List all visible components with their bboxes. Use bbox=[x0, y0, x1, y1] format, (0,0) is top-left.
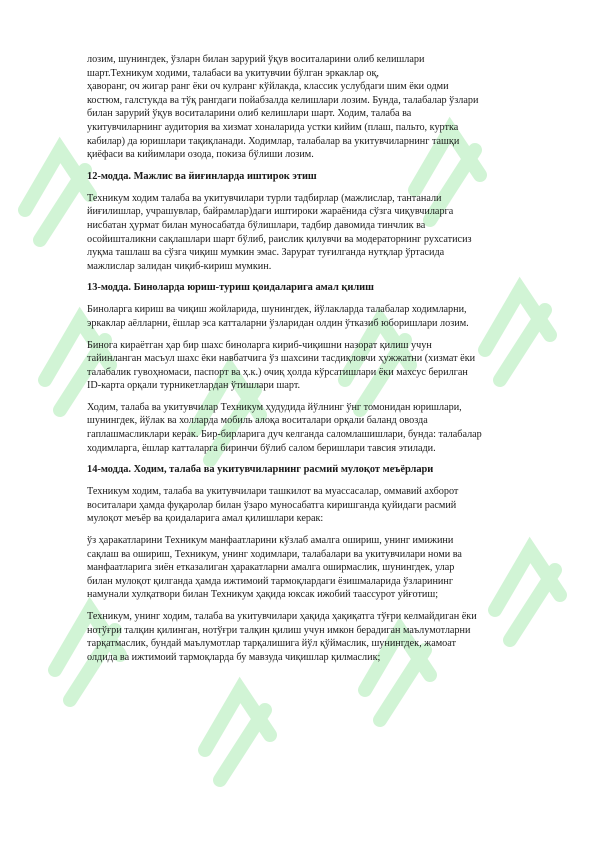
paragraph-line: мулоқот меъёр ва қоидаларига амал қилишлари керак: bbox=[87, 513, 324, 525]
paragraph-line: намунали хулқатвори билан Техникум ҳақида юксак ижобий таассурот уйғотиш; bbox=[87, 589, 439, 601]
watermark-stroke bbox=[25, 150, 90, 240]
paragraph-line: шунингдек, йўлак ва холларда мобиль алоқа воситалари орқали баланд овозда bbox=[87, 415, 428, 427]
watermark-stroke bbox=[205, 690, 270, 780]
paragraph-line: ID-карта орқали турникетлардан ўтишлари шарт. bbox=[87, 380, 301, 392]
paragraph-line: костюм, галстукда ва тўқ рангдаги пойабзалда келишлари лозим. Бунда, талабалар ўзлари bbox=[87, 94, 479, 106]
paragraph-line: эркаклар аёлларни, ёшлар эса катталарни ўзларидан олдин ўтказиб юборишлари лозим. bbox=[87, 317, 469, 329]
paragraph-line: сақлаш ва ошириш, Техникум, унинг ходимлари, талабалари ва укитувчилари номи ва bbox=[87, 548, 462, 560]
paragraph-line: воситалари ҳамда фуқаролар билан ўзаро муносабатга киришганда қуйидаги расмий bbox=[87, 499, 457, 511]
paragraph-line: Техникум, унинг ходим, талаба ва укитувчилари ҳақида ҳақиқатга тўғри келмайдиган ёки bbox=[87, 611, 477, 622]
paragraph bbox=[87, 610, 531, 664]
paragraph bbox=[87, 53, 531, 162]
paragraph bbox=[87, 534, 531, 602]
paragraph-line: Техникум ходим, талаба ва укитувчилари ташкилот ва муассасалар, оммавий ахборот bbox=[87, 486, 459, 498]
paragraph bbox=[87, 339, 531, 393]
paragraph bbox=[87, 401, 531, 455]
paragraph-line: Бинога кираётган ҳар бир шахс биноларга кириб-чиқишни назорат қилиш учун bbox=[87, 339, 432, 351]
paragraph-line: Техникум ходим талаба ва укитувчилари турли тадбирлар (мажлислар, тантанали bbox=[87, 192, 442, 204]
paragraph-line: йиғилишлар, учрашувлар, байрамлар)даги иштироки жараёнида сўзга чиқувчиларга bbox=[87, 206, 454, 218]
paragraph bbox=[87, 485, 531, 526]
paragraph-line: шарт.Техникум ходими, талабаси ва укитувчии бўлган эркаклар оқ, bbox=[87, 67, 379, 79]
paragraph-line: укитувчиларнинг аудитория ва хизмат хоналарида устки кийим (плаш, пальто, куртка bbox=[87, 121, 459, 133]
paragraph-line: билан мулоқот қилганда ҳамда ижтимоий тармоқлардаги ёзишмаларида ўзларининг bbox=[87, 575, 454, 587]
paragraph bbox=[87, 303, 531, 330]
paragraph-line: осойишталикни сақлашлари шарт бўлиб, раислик қилувчи ва модераторнинг рухсатисиз bbox=[87, 233, 472, 245]
paragraph-line: талабалик гувоҳномаси, паспорт ва ҳ.к.) очиқ ҳолда кўрсатишлари ёки махсус берилган bbox=[87, 366, 468, 378]
paragraph-line: ўз ҳаракатларини Техникум манфаатларини кўзлаб амалга ошириш, унинг имижини bbox=[87, 535, 454, 547]
paragraph-line: билан зарурий ўқув воситаларини олиб келишлари шарт. Ходим, талаба ва bbox=[87, 108, 412, 120]
paragraph-line: Ходим, талаба ва укитувчилар Техникум ҳудудида йўлнинг ўнг томонидан юришлари, bbox=[87, 401, 462, 413]
paragraph-line: луқма ташлаш ва сўзга чиқиш мумкин эмас. Зарурат туғилганда нутқлар ўртасида bbox=[87, 247, 445, 259]
paragraph bbox=[87, 192, 531, 274]
paragraph-line: ходимларга, ёшлар катталарга биринчи бўлиб салом беришлари тавсия этилади. bbox=[87, 442, 436, 454]
paragraph-line: гаплашмасликлари керак. Бир-бирларига дуч келганда саломлашишлари, бунда: талабалар bbox=[87, 429, 482, 441]
paragraph-line: нисбатан ҳурмат билан муносабатда бўлишлари, тадбир давомида тинчлик ва bbox=[87, 219, 426, 231]
paragraph-line: лозим, шунингдек, ўзларн билан зарурий ўқув воситаларини олиб келишлари bbox=[87, 54, 425, 65]
article-heading: 14-модда. Ходим, талаба ва укитувчиларнинг расмий мулоқот меъёрлари bbox=[87, 464, 434, 476]
paragraph-line: олдида ва ижтимоий тармоқларда бу мавзуда чиқишлар қилмаслик; bbox=[87, 651, 381, 663]
paragraph-line: кабилар) да юришлари тақиқланади. Ходимлар, талабалар ва укитувчиларнинг ташқи bbox=[87, 135, 460, 147]
paragraph-line: нотўғри талқин қилинган, нотўғри талқин қилиш учун имкон берадиган маълумотларни bbox=[87, 624, 471, 636]
document-page bbox=[87, 53, 531, 672]
paragraph-line: манфаатларига зиён етказалиган ҳаракатларни амалга оширмаслик, шунингдек, улар bbox=[87, 562, 455, 574]
paragraph-line: мажлислар залидан чиқиб-кириш мумкин. bbox=[87, 260, 272, 272]
paragraph-line: ҳаворанг, оч жигар ранг ёки оч кулранг кўйлакда, классик услубдаги шим ёки одми bbox=[87, 81, 449, 93]
paragraph-line: қиёфаси ва кийимлари озода, покиза бўлиши лозим. bbox=[87, 149, 314, 161]
paragraph-line: Биноларга кириш ва чиқиш жойларида, шунингдек, йўлакларда талабалар ходимларни, bbox=[87, 304, 467, 316]
article-heading: 12-модда. Мажлис ва йиғинларда иштирок этиш bbox=[87, 170, 317, 182]
paragraph-line: тарқатмаслик, бундай маълумотлар тарқалишига йўл қўймаслик, шунингдек, жамоат bbox=[87, 638, 456, 650]
paragraph-line: тайинланган масъул шахс ёки навбатчига ўз шахсини тасдиқловчи ҳужжатни (хизмат ёки bbox=[87, 353, 476, 365]
article-heading: 13-модда. Биноларда юриш-туриш қоидаларига амал қилиш bbox=[87, 282, 374, 294]
